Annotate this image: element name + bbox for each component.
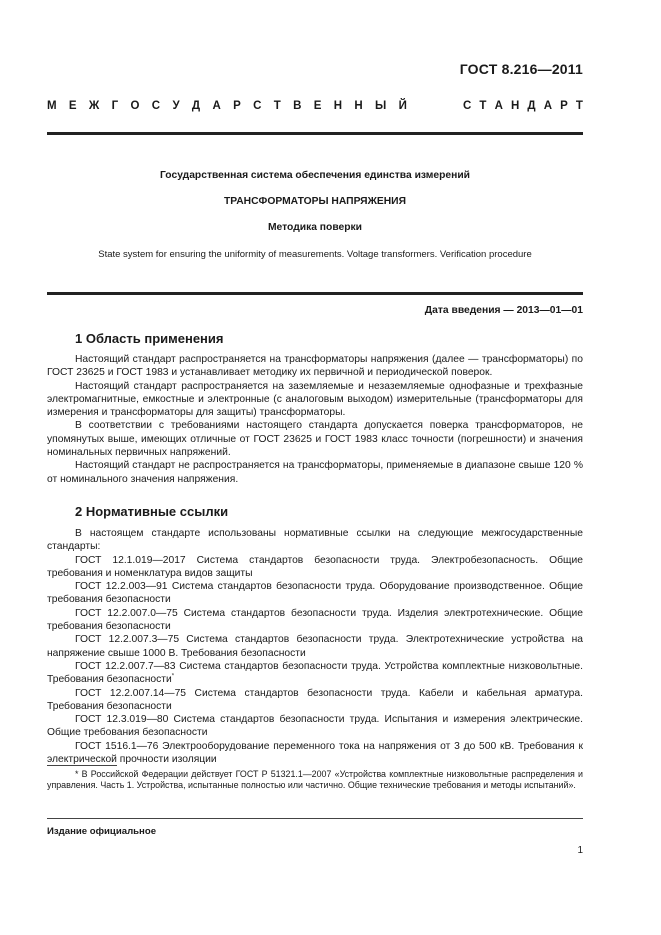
section-2-intro: В настоящем стандарте использованы нормативные ссылки на следующие межгосударственные стандарты: — [47, 528, 583, 553]
banner-letter: В — [293, 100, 302, 112]
banner-letter: Й — [398, 100, 407, 112]
banner-letter: Н — [333, 100, 343, 112]
normative-reference: ГОСТ 1516.1—76 Электрооборудование переменного тока на напряжения от 3 до 500 кВ. Требования к электрической прочности изоляции — [47, 740, 583, 766]
banner-letter: М — [47, 100, 57, 112]
banner-letter: С — [253, 100, 262, 112]
banner-letter: Д — [527, 100, 536, 112]
standard-type-word-2 — [463, 100, 583, 112]
banner-letter: Е — [68, 100, 77, 112]
banner-letter: Ы — [375, 100, 387, 112]
footnote-divider — [47, 765, 117, 766]
page-number: 1 — [577, 845, 583, 856]
banner-letter: Ж — [88, 100, 100, 112]
banner-letter: А — [543, 100, 553, 112]
banner-letter: Т — [479, 100, 487, 112]
banner-letter: О — [130, 100, 140, 112]
main-title: ТРАНСФОРМАТОРЫ НАПРЯЖЕНИЯ — [223, 196, 406, 207]
normative-reference: ГОСТ 12.2.003—91 Система стандартов безопасности труда. Оборудование производственное. Общие требования безопасности — [47, 581, 583, 606]
banner-letter: А — [494, 100, 503, 112]
section-2-body — [47, 527, 583, 766]
section-1-body — [47, 353, 583, 486]
footnote-text: * В Российской Федерации действует ГОСТ Р 51321.1—2007 «Устройства комплектные низковольтные распределения и управления. Часть 1. Устройства, испытанные полностью или частично. Общие технические требования и методы испытаний». — [47, 769, 583, 791]
normative-reference: ГОСТ 12.2.007.3—75 Система стандартов безопасности труда. Электротехнические устройства на напряжение свыше 1000 В. Требования безопасности — [47, 634, 583, 659]
normative-reference — [47, 660, 583, 687]
normative-reference: ГОСТ 12.2.007.14—75 Система стандартов безопасности труда. Кабели и кабельная арматура. Требования безопасности — [47, 687, 583, 712]
english-title: State system for ensuring the uniformity of measurements. Voltage transformers. Verification procedure — [98, 249, 532, 260]
banner-letter: С — [463, 100, 472, 112]
standard-type-word-1 — [47, 100, 407, 112]
normative-reference: ГОСТ 12.1.019—2017 Система стандартов безопасности труда. Электробезопасность. Общие требования и номенклатура видов защиты — [47, 554, 583, 579]
banner-letter: Т — [273, 100, 281, 112]
banner-letter: Г — [111, 100, 119, 112]
title-divider — [47, 292, 583, 295]
edition-label: Издание официальное — [47, 826, 157, 837]
sub-title: Методика поверки — [267, 222, 363, 233]
normative-reference: ГОСТ 12.2.007.0—75 Система стандартов безопасности труда. Изделия электротехнические. Общие требования безопасности — [47, 607, 583, 633]
banner-letter: Т — [575, 100, 583, 112]
banner-letter: Д — [191, 100, 201, 112]
standard-type-banner — [47, 100, 583, 112]
banner-letter: Е — [313, 100, 322, 112]
banner-letter: Н — [510, 100, 520, 112]
section-1-paragraph: Настоящий стандарт не распространяется на трансформаторы, применяемые в диапазоне свыше 120 % от номинального значения напряжения. — [47, 460, 583, 485]
banner-letter: А — [212, 100, 221, 112]
section-1-paragraph: Настоящий стандарт распространяется на заземляемые и незаземляемые однофазные и трехфазные электромагнитные, емкостные и электронные (с аналоговым выходом) измерительные (трансформаторы для измерения и трансформаторы для защиты) трансформаторы. — [47, 380, 583, 419]
section-1-paragraph: Настоящий стандарт распространяется на трансформаторы напряжения (далее — трансформаторы) по ГОСТ 23625 и ГОСТ 1983 и устанавливает методику их первичной и периодической поверок. — [47, 354, 583, 379]
document-code: ГОСТ 8.216—2011 — [459, 61, 583, 77]
system-title: Государственная система обеспечения единства измерений — [159, 170, 470, 181]
footnote-marker: * — [171, 673, 175, 680]
header-divider — [47, 132, 583, 135]
normative-reference-text: ГОСТ 12.2.007.7—83 Система стандартов безопасности труда. Устройства комплектные низковольтные. Требования безопасности — [47, 660, 583, 686]
banner-letter: Р — [560, 100, 568, 112]
footer-divider — [47, 818, 583, 819]
introduction-date: Дата введения — 2013—01—01 — [424, 305, 583, 316]
banner-letter: У — [172, 100, 180, 112]
banner-letter: Н — [354, 100, 363, 112]
banner-letter: Р — [233, 100, 241, 112]
normative-reference: ГОСТ 12.3.019—80 Система стандартов безопасности труда. Испытания и измерения электрические. Общие требования безопасности — [47, 714, 583, 739]
section-2-heading: 2 Нормативные ссылки — [75, 504, 229, 519]
section-1-heading: 1 Область применения — [75, 331, 224, 346]
footnote — [47, 769, 583, 792]
section-1-paragraph: В соответствии с требованиями настоящего стандарта допускается поверка трансформаторов, не упомянутых выше, имеющих отличные от ГОСТ 23625 и ГОСТ 1983 класс точности (погрешности) и значения номинальных первичных напряжений. — [47, 420, 583, 459]
banner-letter: С — [151, 100, 161, 112]
